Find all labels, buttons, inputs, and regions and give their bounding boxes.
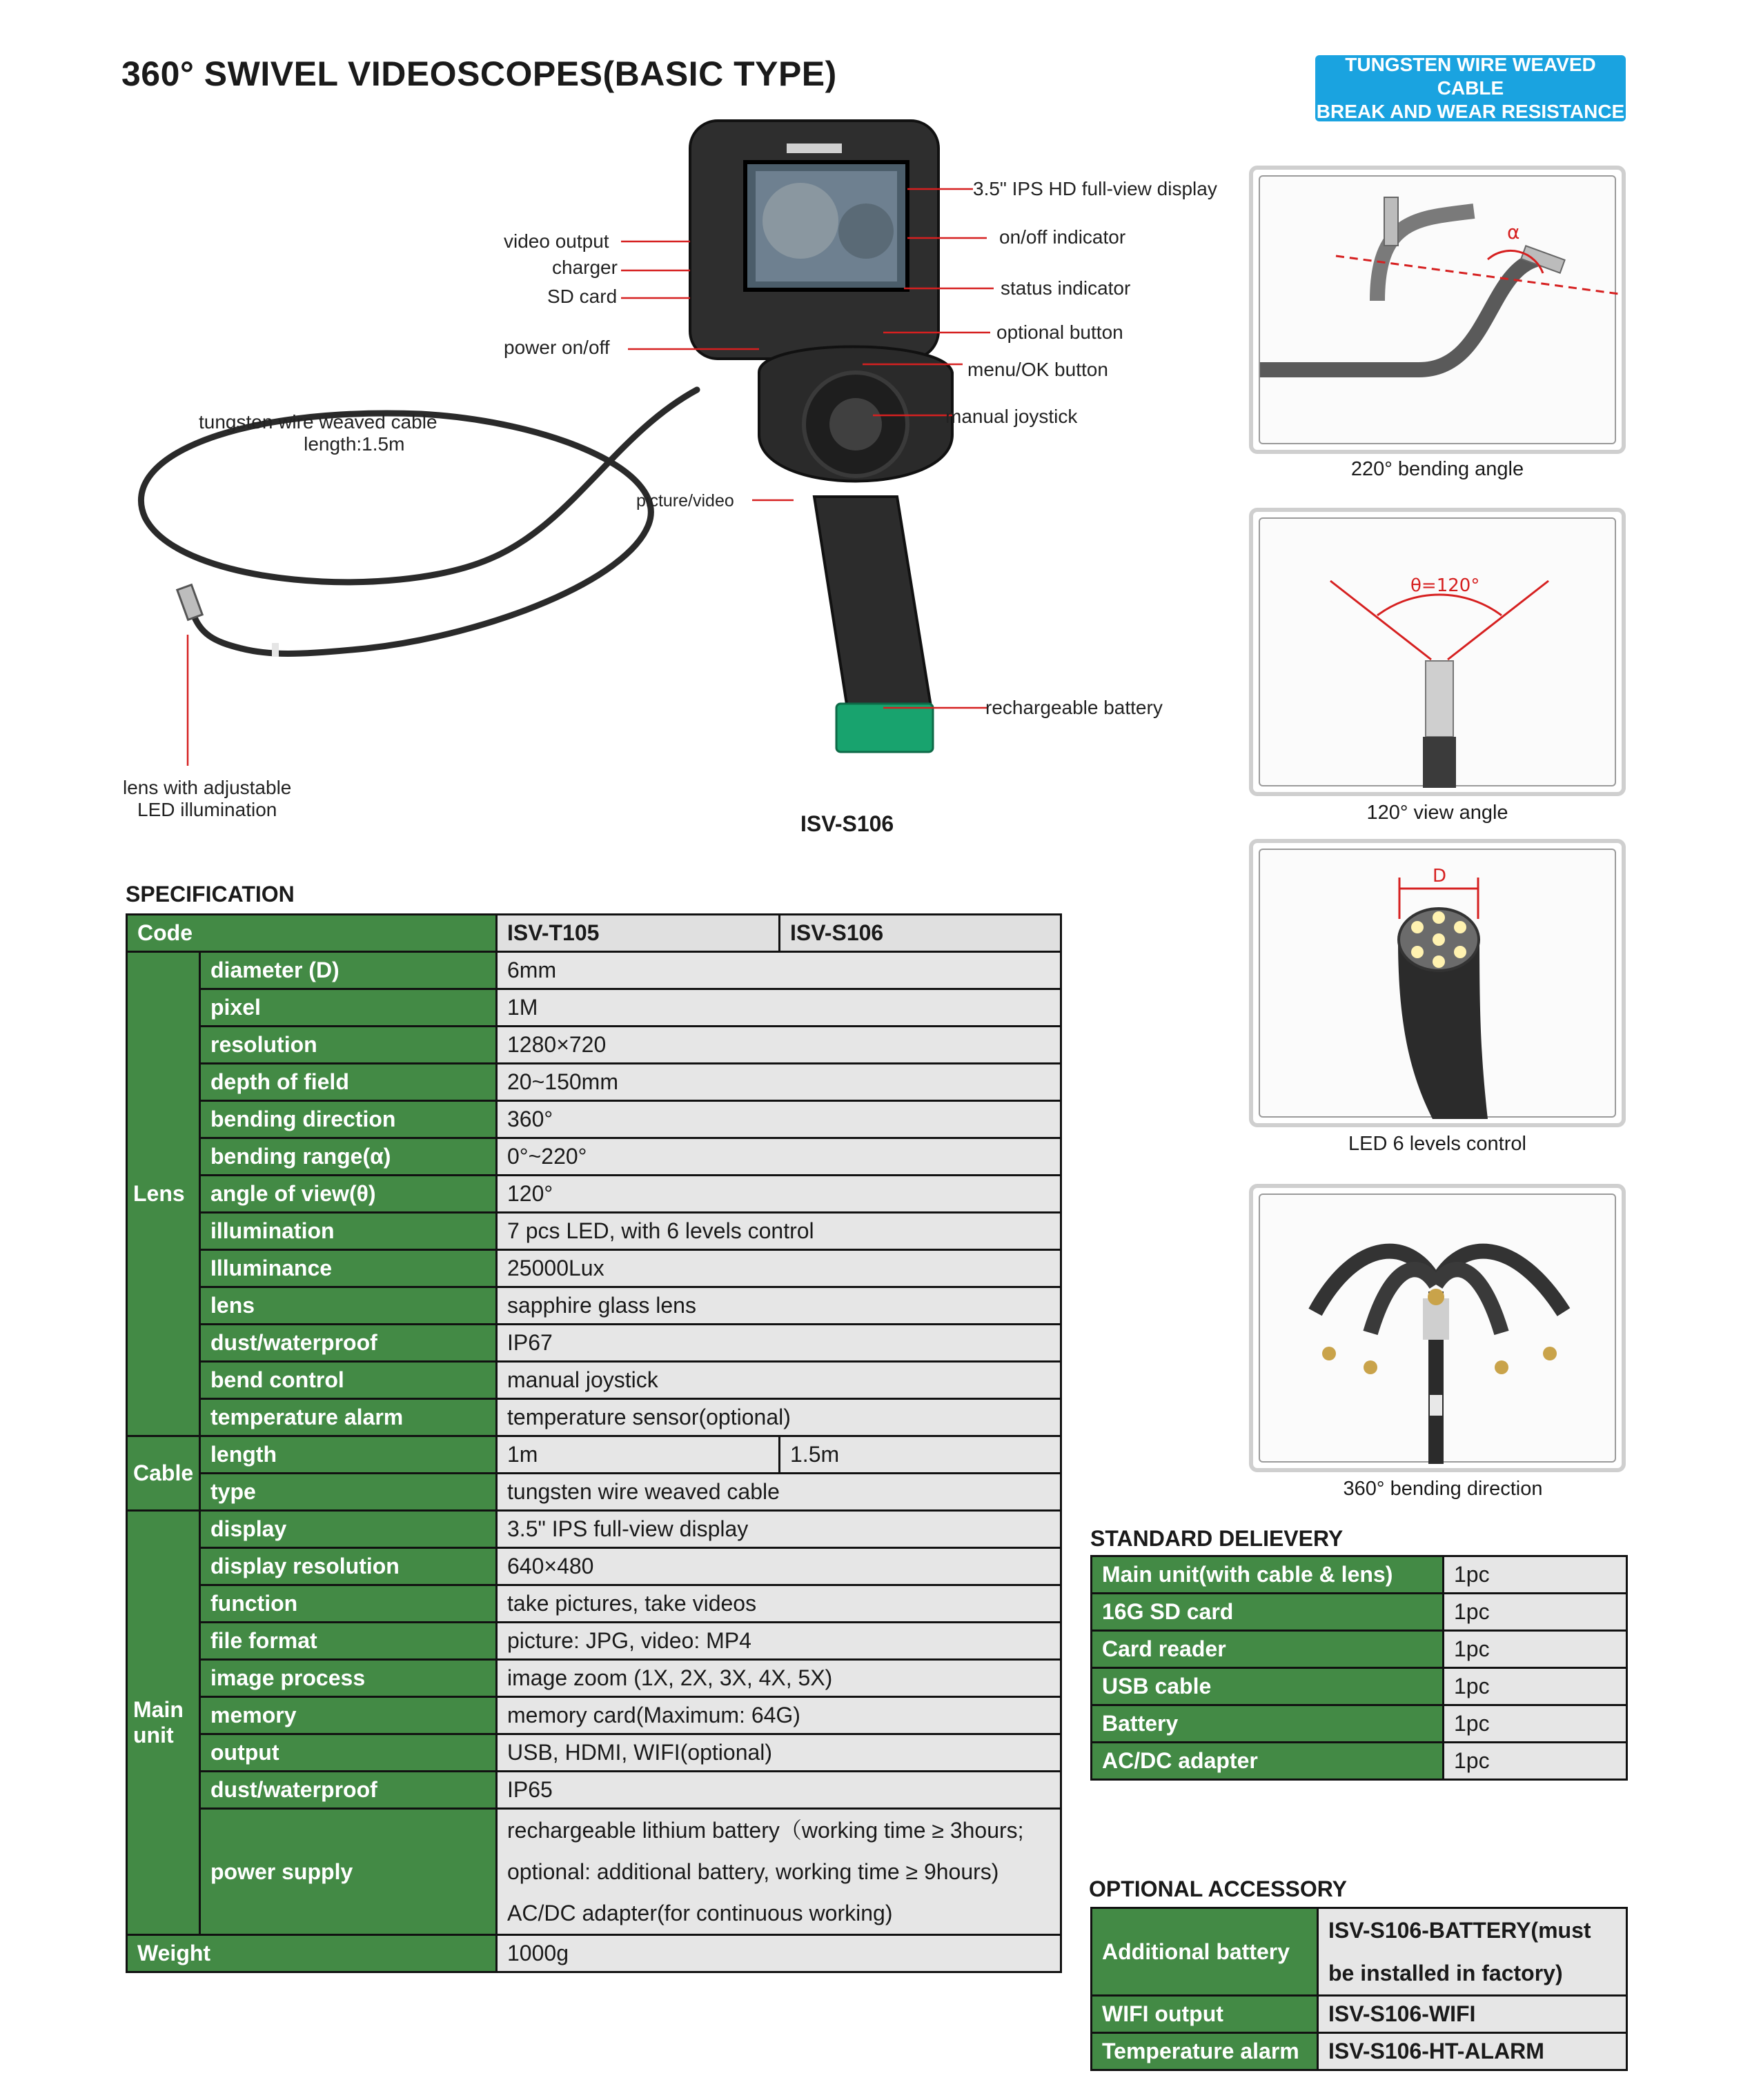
callout-lens-line2: LED illumination (137, 799, 277, 820)
accessory-battery-line1: ISV-S106-BATTERY(must (1328, 1918, 1591, 1943)
spec-value: picture: JPG, video: MP4 (497, 1623, 1061, 1660)
model-label: ISV-S106 (800, 811, 894, 836)
spec-label: function (200, 1585, 497, 1623)
spec-label: display (200, 1511, 497, 1548)
spec-label: output (200, 1734, 497, 1772)
table-row (127, 1697, 1061, 1734)
videoscope-device (690, 121, 952, 752)
delivery-item: Battery (1092, 1705, 1444, 1743)
caption-bending-angle: 220° bending angle (1350, 458, 1524, 480)
callout-cable (199, 411, 437, 455)
caption-view-angle: 120° view angle (1366, 802, 1508, 824)
page-title: 360° SWIVEL VIDEOSCOPES(BASIC TYPE) (121, 55, 837, 93)
table-row (127, 1138, 1061, 1176)
spec-value: 1280×720 (497, 1027, 1061, 1064)
cable-ring (272, 643, 279, 657)
badge-line-1: TUNGSTEN WIRE WEAVED CABLE (1345, 54, 1596, 99)
table-row (127, 1660, 1061, 1697)
photo-view-angle (1249, 508, 1626, 796)
lens-tip (177, 585, 202, 620)
table-row (127, 1027, 1061, 1064)
cable-length-label: length (200, 1436, 497, 1474)
table-row (127, 1101, 1061, 1138)
main-group-line1: Main (133, 1697, 184, 1722)
table-row (127, 1362, 1061, 1399)
table-row (1092, 2033, 1627, 2070)
accessory-value: ISV-S106-WIFI (1318, 1996, 1627, 2033)
spec-value: 360° (497, 1101, 1061, 1138)
table-row (1092, 1556, 1627, 1594)
spec-label: diameter (D) (200, 952, 497, 989)
weight-value: 1000g (497, 1935, 1061, 1972)
callout-cable-line1: tungsten wire weaved cable (199, 411, 437, 433)
code-s106: ISV-S106 (780, 915, 1061, 952)
delivery-item: Card reader (1092, 1631, 1444, 1668)
spec-label: angle of view(θ) (200, 1176, 497, 1213)
delivery-qty: 1pc (1444, 1594, 1627, 1631)
spec-label: dust/waterproof (200, 1772, 497, 1809)
spec-value: 7 pcs LED, with 6 levels control (497, 1213, 1061, 1250)
spec-label: illumination (200, 1213, 497, 1250)
main-unit-section (127, 1511, 1061, 1935)
spec-value: 640×480 (497, 1548, 1061, 1585)
table-row (127, 989, 1061, 1027)
accessory-table (1090, 1907, 1628, 2071)
spec-label: image process (200, 1660, 497, 1697)
spec-value: IP65 (497, 1772, 1061, 1809)
caption-bending-direction: 360° bending direction (1343, 1478, 1543, 1500)
d-label: D (1433, 866, 1447, 886)
callout-onoff-indicator: on/off indicator (999, 226, 1126, 248)
callout-display: 3.5" IPS HD full-view display (973, 178, 1217, 199)
table-row (127, 1585, 1061, 1623)
spec-value: memory card(Maximum: 64G) (497, 1697, 1061, 1734)
delivery-item: Main unit(with cable & lens) (1092, 1556, 1444, 1594)
table-row (1092, 1996, 1627, 2033)
cable-type-label: type (200, 1474, 497, 1511)
table-row (127, 1809, 1061, 1935)
table-row (1092, 1908, 1627, 1996)
callout-power: power on/off (504, 337, 610, 358)
feature-badge (1315, 55, 1626, 121)
delivery-title: STANDARD DELIEVERY (1090, 1526, 1344, 1551)
accessory-value: ISV-S106-HT-ALARM (1318, 2033, 1627, 2070)
delivery-qty: 1pc (1444, 1556, 1627, 1594)
table-row (127, 1511, 1061, 1548)
callout-battery: rechargeable battery (985, 697, 1163, 718)
photo-bending-direction (1249, 1184, 1626, 1472)
photo-led-control (1249, 839, 1626, 1127)
callout-picture-video: picture/video (636, 491, 734, 511)
delivery-qty: 1pc (1444, 1705, 1627, 1743)
callout-optional-button: optional button (996, 321, 1123, 343)
table-row (127, 915, 1061, 952)
battery-cap (836, 704, 933, 752)
delivery-qty: 1pc (1444, 1631, 1627, 1668)
power-supply-line: AC/DC adapter(for continuous working) (507, 1901, 893, 1925)
spec-value: sapphire glass lens (497, 1287, 1061, 1325)
delivery-item: AC/DC adapter (1092, 1743, 1444, 1780)
lens-group-label: Lens (127, 952, 200, 1436)
code-label: Code (127, 915, 497, 952)
table-row (127, 1548, 1061, 1585)
spec-value: 0°~220° (497, 1138, 1061, 1176)
cable-length-2: 1.5m (780, 1436, 1061, 1474)
spec-table (126, 913, 1062, 1973)
table-row (127, 1213, 1061, 1250)
spec-label: depth of field (200, 1064, 497, 1101)
spec-label: display resolution (200, 1548, 497, 1585)
code-t105: ISV-T105 (497, 915, 780, 952)
callout-joystick: manual joystick (945, 406, 1078, 427)
delivery-qty: 1pc (1444, 1668, 1627, 1705)
spec-label: bending direction (200, 1101, 497, 1138)
spec-label: dust/waterproof (200, 1325, 497, 1362)
delivery-qty: 1pc (1444, 1743, 1627, 1780)
table-row (1092, 1705, 1627, 1743)
table-row (127, 1623, 1061, 1660)
table-row (127, 1734, 1061, 1772)
power-supply-value (497, 1809, 1061, 1935)
accessory-battery-value (1318, 1908, 1627, 1996)
callout-cable-line2: length:1.5m (304, 433, 405, 455)
power-supply-label: power supply (200, 1809, 497, 1935)
spec-label: resolution (200, 1027, 497, 1064)
callout-lens (123, 777, 291, 821)
spec-value: 1M (497, 989, 1061, 1027)
spec-label: pixel (200, 989, 497, 1027)
table-row (127, 1474, 1061, 1511)
delivery-item: USB cable (1092, 1668, 1444, 1705)
accessory-battery-line2: be installed in factory) (1328, 1961, 1563, 1985)
accessory-label: Temperature alarm (1092, 2033, 1318, 2070)
lens-section (127, 952, 1061, 1436)
spec-label: bend control (200, 1362, 497, 1399)
spec-label: file format (200, 1623, 497, 1660)
spec-label: Illuminance (200, 1250, 497, 1287)
callout-charger: charger (552, 257, 618, 278)
cable-length-1: 1m (497, 1436, 780, 1474)
spec-value: image zoom (1X, 2X, 3X, 4X, 5X) (497, 1660, 1061, 1697)
spec-value: USB, HDMI, WIFI(optional) (497, 1734, 1061, 1772)
spec-value: IP67 (497, 1325, 1061, 1362)
spec-value: 120° (497, 1176, 1061, 1213)
callout-status-indicator: status indicator (1001, 277, 1131, 299)
accessory-label: WIFI output (1092, 1996, 1318, 2033)
table-row (1092, 1631, 1627, 1668)
callout-lens-line1: lens with adjustable (123, 777, 292, 798)
spec-value: 20~150mm (497, 1064, 1061, 1101)
spec-value: 6mm (497, 952, 1061, 989)
accessory-title: OPTIONAL ACCESSORY (1089, 1876, 1347, 1901)
spec-value: temperature sensor(optional) (497, 1399, 1061, 1436)
alpha-label: α (1507, 221, 1520, 244)
cable-type-value: tungsten wire weaved cable (497, 1474, 1061, 1511)
table-row (1092, 1743, 1627, 1780)
callout-sd-card: SD card (547, 286, 618, 307)
callout-menu-ok: menu/OK button (967, 359, 1108, 380)
photo-bending-angle (1249, 166, 1626, 454)
table-row (127, 952, 1061, 989)
table-row (127, 1176, 1061, 1213)
caption-led-control: LED 6 levels control (1348, 1133, 1526, 1155)
main-unit-group-label (127, 1511, 200, 1935)
spec-title: SPECIFICATION (126, 882, 295, 907)
product-illustration (104, 110, 1277, 842)
table-row (127, 1325, 1061, 1362)
table-row (127, 1064, 1061, 1101)
spec-value: 3.5" IPS full-view display (497, 1511, 1061, 1548)
table-row (127, 1436, 1061, 1474)
weight-label: Weight (127, 1935, 497, 1972)
spec-label: bending range(α) (200, 1138, 497, 1176)
table-row (127, 1250, 1061, 1287)
main-group-line2: unit (133, 1723, 174, 1747)
callout-video-output: video output (504, 230, 609, 252)
spec-value: manual joystick (497, 1362, 1061, 1399)
cable-group-label: Cable (127, 1436, 200, 1511)
spec-label: memory (200, 1697, 497, 1734)
power-supply-line: rechargeable lithium battery（working time ≥ 3hours; (507, 1818, 1024, 1843)
theta-label: θ=120° (1410, 575, 1480, 596)
table-row (127, 1935, 1061, 1972)
table-row (127, 1772, 1061, 1809)
spec-label: temperature alarm (200, 1399, 497, 1436)
table-row (1092, 1668, 1627, 1705)
delivery-table (1090, 1555, 1628, 1781)
delivery-item: 16G SD card (1092, 1594, 1444, 1631)
badge-line-2: BREAK AND WEAR RESISTANCE (1316, 101, 1625, 122)
spec-label: lens (200, 1287, 497, 1325)
power-supply-line: optional: additional battery, working time ≥ 9hours) (507, 1859, 999, 1884)
spec-value: take pictures, take videos (497, 1585, 1061, 1623)
spec-value: 25000Lux (497, 1250, 1061, 1287)
table-row (127, 1287, 1061, 1325)
table-row (127, 1399, 1061, 1436)
accessory-battery-label: Additional battery (1092, 1908, 1318, 1996)
table-row (1092, 1594, 1627, 1631)
